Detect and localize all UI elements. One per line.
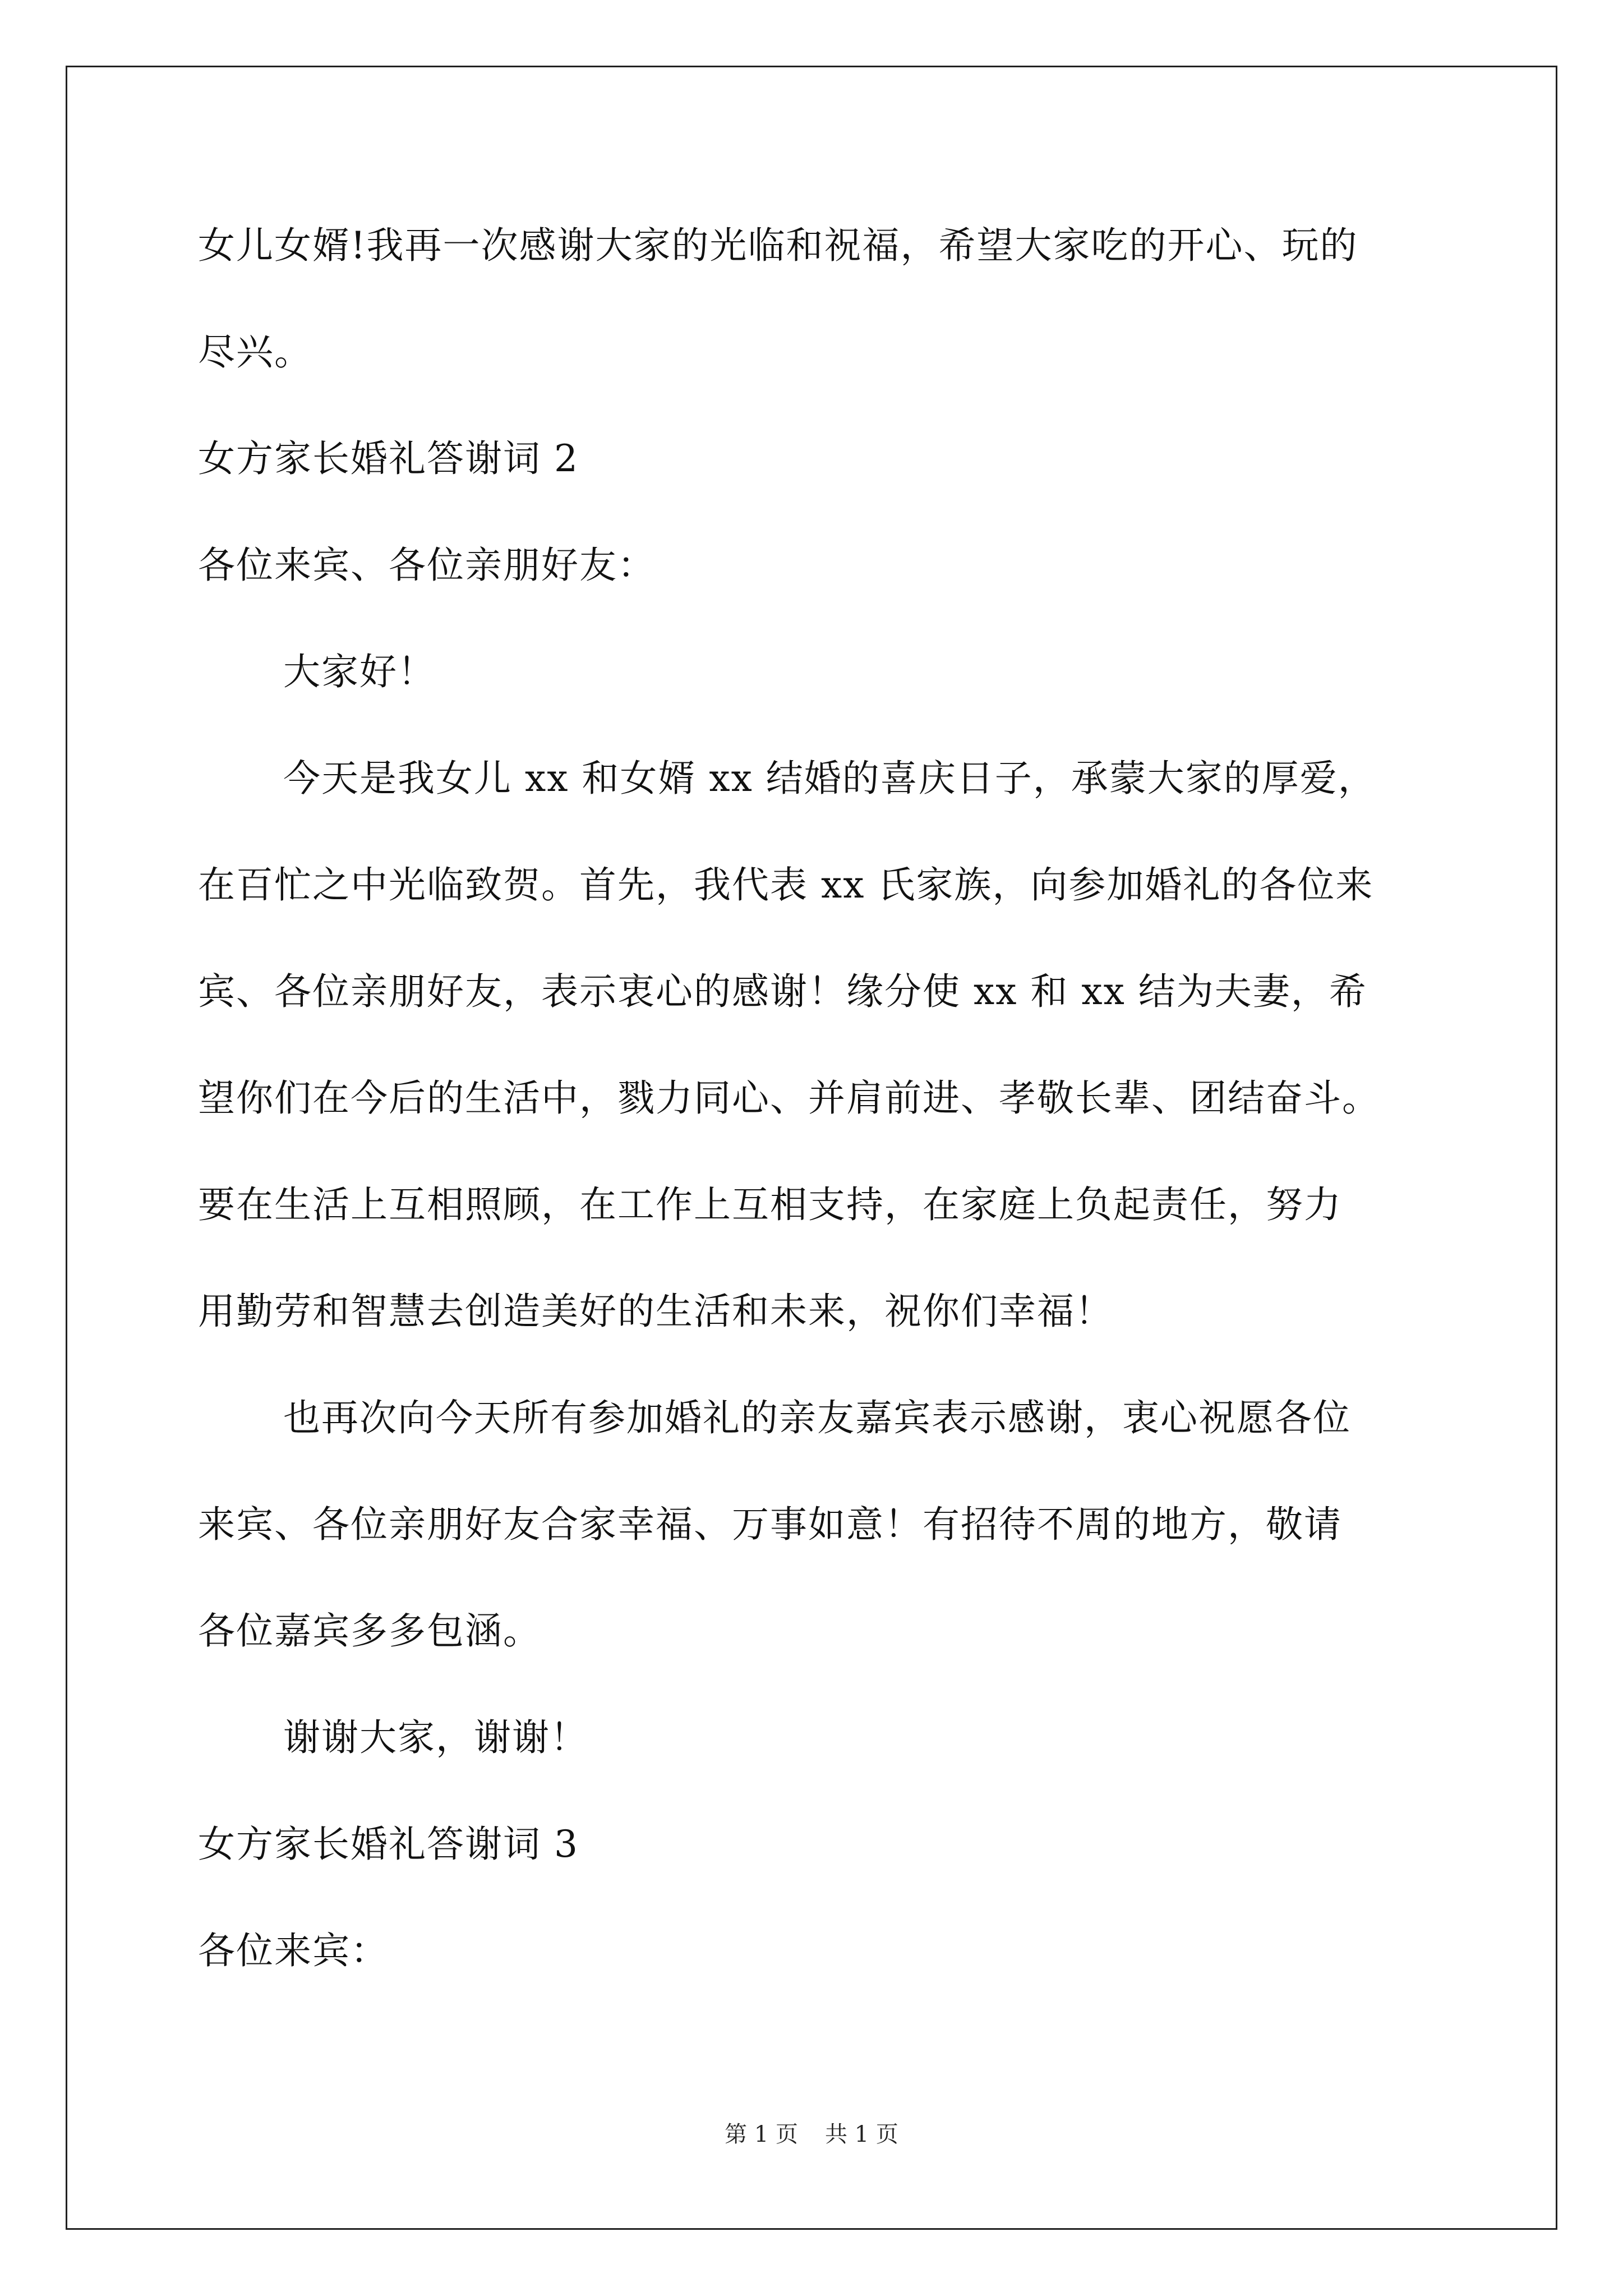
paragraph-line: 也再次向今天所有参加婚礼的亲友嘉宾表示感谢，衷心祝愿各位: [283, 1396, 1351, 1439]
section-heading: 女方家长婚礼答谢词 2: [198, 437, 579, 480]
greeting-line: 大家好！: [283, 650, 436, 693]
paragraph-line: 宾、各位亲朋好友，表示衷心的感谢！缘分使 xx 和 xx 结为夫妻，希: [198, 970, 1367, 1013]
salutation: 各位来宾、各位亲朋好友：: [198, 544, 656, 587]
closing-line: 谢谢大家，谢谢！: [283, 1716, 588, 1759]
paragraph-line: 来宾、各位亲朋好友合家幸福、万事如意！有招待不周的地方，敬请: [198, 1503, 1342, 1546]
section-heading: 女方家长婚礼答谢词 3: [198, 1823, 579, 1866]
paragraph-line: 望你们在今后的生活中，戮力同心、并肩前进、孝敬长辈、团结奋斗。: [198, 1076, 1380, 1120]
page-border: [66, 66, 1557, 2230]
paragraph-line: 在百忙之中光临致贺。首先，我代表 xx 氏家族，向参加婚礼的各位来: [198, 863, 1374, 907]
page-footer: [0, 2120, 1623, 2148]
paragraph-line: 用勤劳和智慧去创造美好的生活和未来，祝你们幸福！: [198, 1290, 1113, 1333]
paragraph-line: 各位嘉宾多多包涵。: [198, 1609, 541, 1653]
paragraph-line: 要在生活上互相照顾，在工作上互相支持，在家庭上负起责任，努力: [198, 1183, 1342, 1226]
paragraph-line: 女儿女婿!我再一次感谢大家的光临和祝福，希望大家吃的开心、玩的: [198, 224, 1358, 267]
salutation: 各位来宾：: [198, 1929, 389, 1972]
page-number: 第 1 页: [725, 2122, 798, 2147]
page-total: 共 1 页: [825, 2122, 898, 2147]
paragraph-line: 今天是我女儿 xx 和女婿 xx 结婚的喜庆日子，承蒙大家的厚爱，: [283, 757, 1376, 800]
paragraph-line: 尽兴。: [198, 330, 312, 374]
